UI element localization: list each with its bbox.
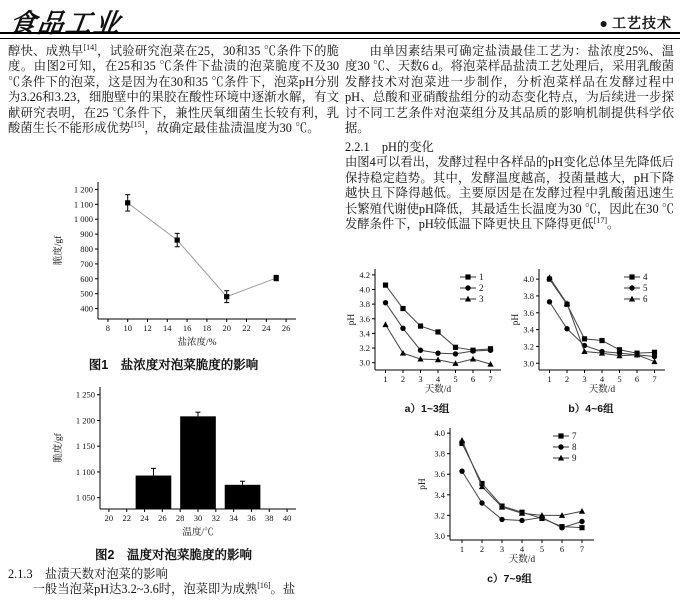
svg-text:1 200: 1 200 [73,184,93,195]
svg-text:5: 5 [539,544,544,555]
ph-chart-c-plot [416,420,604,566]
svg-text:4.2: 4.2 [359,270,370,281]
svg-text:9: 9 [571,453,576,464]
svg-text:38: 38 [265,513,274,524]
svg-text:3: 3 [499,544,504,555]
svg-text:1 150: 1 150 [75,441,95,452]
figure2-caption: 图2 温度对泡菜脆度的影响 [95,548,252,563]
left-column [8,44,339,598]
left-paragraph-1: 醇快、成熟早[14]，试验研究泡菜在25，30和35 ℃条件下的脆度。由图2可知，在25和35 ℃条件下盐渍的泡菜脆度不及30 ℃条件下的泡菜，这是因为在30和35 ℃条件下，泡菜pH分别为3.26和3.23，细胞壁中的果胶在酸性环境中逐渐水解，有文献研究表明，在25 ℃条件下，兼性厌氧细菌生长较有利，乳酸菌生长不能形成优势[15]，故确定最佳盐渍温度为30 ℃。 [8,42,339,136]
svg-text:天数/d: 天数/d [508,555,535,566]
svg-text:400: 400 [80,304,93,315]
svg-text:盐浓度/%: 盐浓度/% [177,338,217,349]
svg-text:pH: pH [347,314,357,326]
svg-text:4.0: 4.0 [523,274,534,285]
svg-text:4: 4 [599,374,605,385]
svg-text:天数/d: 天数/d [588,385,616,396]
svg-text:1: 1 [383,374,388,385]
svg-text:1 250: 1 250 [75,390,95,401]
section-label: 工艺技术 [612,15,672,31]
figure1-caption: 图1 盐浓度对泡菜脆度的影响 [88,358,259,373]
ph-chart-a [345,264,509,416]
svg-text:4: 4 [643,272,648,283]
svg-text:6: 6 [470,374,476,385]
svg-text:500: 500 [80,289,93,300]
svg-text:26: 26 [158,513,167,524]
svg-text:pH: pH [511,314,521,326]
svg-text:4: 4 [519,544,524,555]
svg-text:40: 40 [282,513,292,524]
svg-text:3.8: 3.8 [523,291,534,302]
svg-text:1 100: 1 100 [73,199,93,210]
ph-chart-a-plot [345,264,507,396]
svg-text:3.0: 3.0 [433,531,445,542]
svg-text:24: 24 [262,323,271,334]
svg-text:1 100: 1 100 [75,467,95,478]
svg-text:3.2: 3.2 [523,341,534,352]
ph-chart-b-plot [509,264,671,396]
ph-chart-b-caption: b）4~6组 [568,403,614,416]
svg-text:1: 1 [479,272,484,283]
ph-chart-c [416,420,604,586]
svg-text:26: 26 [281,323,291,334]
svg-text:3: 3 [479,294,484,305]
svg-text:10: 10 [123,323,132,334]
svg-text:3.4: 3.4 [433,490,445,501]
svg-text:3.6: 3.6 [359,314,370,325]
svg-text:7: 7 [579,544,584,555]
svg-text:1 200: 1 200 [75,415,95,426]
svg-text:34: 34 [229,513,238,524]
svg-text:3.8: 3.8 [359,299,370,310]
svg-text:脆度/gf: 脆度/gf [54,433,64,464]
figure1 [52,174,339,354]
svg-text:7: 7 [571,431,576,442]
svg-text:36: 36 [247,513,256,524]
svg-text:16: 16 [182,323,192,334]
figure1-chart [52,174,306,349]
svg-text:22: 22 [122,513,131,524]
svg-text:6: 6 [559,544,564,555]
svg-text:脆度/gf: 脆度/gf [54,236,64,266]
svg-text:5: 5 [453,374,458,385]
svg-text:3.4: 3.4 [523,325,534,336]
svg-text:18: 18 [202,323,212,334]
svg-text:28: 28 [175,513,185,524]
svg-text:3.0: 3.0 [359,358,370,369]
journal-logo: 食品工业 [7,9,124,38]
svg-text:12: 12 [143,323,152,334]
svg-text:3.4: 3.4 [359,328,370,339]
svg-text:600: 600 [80,274,93,285]
svg-text:20: 20 [104,513,114,524]
svg-text:天数/d: 天数/d [424,385,452,396]
svg-text:8: 8 [105,323,111,334]
heading-2-2-1: 2.2.1 pH的变化 [345,140,434,155]
ph-chart-a-caption: a）1~3组 [404,403,450,416]
ph-chart-c-caption: c）7~9组 [487,573,532,586]
bullet-icon: ● [599,15,609,31]
svg-text:24: 24 [140,513,149,524]
svg-text:pH: pH [417,478,428,491]
figure2-chart [52,381,306,539]
svg-text:5: 5 [617,374,622,385]
svg-text:14: 14 [163,323,172,334]
svg-text:900: 900 [80,229,93,240]
left-paragraph-2: 一般当泡菜pH达3.2~3.6时，泡菜即为成熟[16]。盐 [32,581,296,597]
svg-text:700: 700 [80,259,93,270]
figure2 [52,381,339,544]
section-header [600,13,672,33]
svg-text:1: 1 [459,544,464,555]
svg-text:4: 4 [435,374,441,385]
svg-text:2: 2 [400,374,406,385]
svg-text:3.0: 3.0 [523,358,534,369]
svg-text:32: 32 [211,513,221,524]
svg-text:3.2: 3.2 [433,510,445,521]
svg-text:8: 8 [571,442,576,453]
svg-text:22: 22 [242,323,251,334]
svg-text:800: 800 [80,244,93,255]
svg-text:3.6: 3.6 [433,469,445,480]
heading-2-1-3: 2.1.3 盐渍天数对泡菜的影响 [8,567,168,582]
svg-text:4.0: 4.0 [433,428,445,439]
svg-text:6: 6 [643,294,648,305]
svg-text:3: 3 [418,374,423,385]
svg-text:30: 30 [193,513,203,524]
right-paragraph-2: 由图4可以看出，发酵过程中各样品的pH变化总体呈先降低后保持稳定趋势。其中，发酵温度越高，投菌量越大，pH下降越快且下降得越低。主要原因是在发酵过程中乳酸菌迅速生长繁殖代谢使pH降低，其最适生长温度为30 ℃，因此在30 ℃发酵条件下，pH较低温下降更快且下降得更低[17]。 [345,155,674,232]
header-rule [0,32,680,39]
svg-text:温度/℃: 温度/℃ [182,528,214,539]
right-paragraph-1: 由单因素结果可确定盐渍最佳工艺为：盐浓度25%、温度30 ℃、天数6 d。将泡菜样品盐渍工艺处理后，采用乳酸菌发酵技术对泡菜进一步制作，分析泡菜样品在发酵过程中pH、总酸和亚硝酸盐组分的动态变化特点，为后续进一步探讨不同工艺条件对泡菜组分及其品质的影响机制提供科学依据。 [345,44,674,136]
svg-text:20: 20 [222,323,231,334]
svg-text:3.2: 3.2 [359,343,370,354]
svg-text:3.8: 3.8 [433,449,445,460]
svg-text:1: 1 [547,374,552,385]
svg-text:3: 3 [582,374,587,385]
svg-text:1 050: 1 050 [75,493,95,504]
svg-text:6: 6 [634,374,640,385]
svg-text:4.0: 4.0 [359,284,370,295]
svg-text:7: 7 [652,374,657,385]
svg-text:2: 2 [479,544,484,555]
svg-text:1 000: 1 000 [73,214,93,225]
ph-charts-row [345,264,674,416]
ph-chart-b [509,264,673,416]
svg-text:7: 7 [488,374,493,385]
svg-text:2: 2 [564,374,570,385]
svg-text:3.6: 3.6 [523,308,534,319]
svg-text:2: 2 [479,283,484,294]
svg-text:5: 5 [643,283,648,294]
right-column [345,44,674,586]
